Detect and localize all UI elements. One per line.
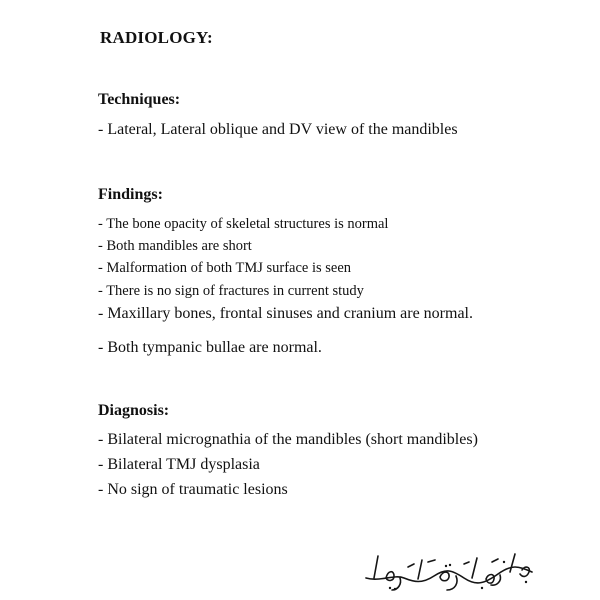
techniques-item: - Lateral, Lateral oblique and DV view of the mandibles xyxy=(98,121,458,138)
findings-item: - Maxillary bones, frontal sinuses and cranium are normal. xyxy=(98,305,473,322)
techniques-heading: Techniques: xyxy=(98,91,181,108)
findings-item: - Both mandibles are short xyxy=(98,238,252,254)
diagnosis-item: - Bilateral TMJ dysplasia xyxy=(98,456,260,473)
report-title: RADIOLOGY: xyxy=(100,28,213,47)
findings-item: - Both tympanic bullae are normal. xyxy=(98,339,322,356)
findings-item: - The bone opacity of skeletal structures is normal xyxy=(98,216,389,232)
diagnosis-item: - Bilateral micrognathia of the mandibles (short mandibles) xyxy=(98,431,478,448)
findings-item: - There is no sign of fractures in current study xyxy=(98,283,364,299)
findings-item: - Malformation of both TMJ surface is seen xyxy=(98,260,352,276)
handwritten-signature xyxy=(360,548,540,594)
diagnosis-heading: Diagnosis: xyxy=(98,402,170,419)
findings-heading: Findings: xyxy=(98,186,163,203)
diagnosis-item: - No sign of traumatic lesions xyxy=(98,481,288,498)
